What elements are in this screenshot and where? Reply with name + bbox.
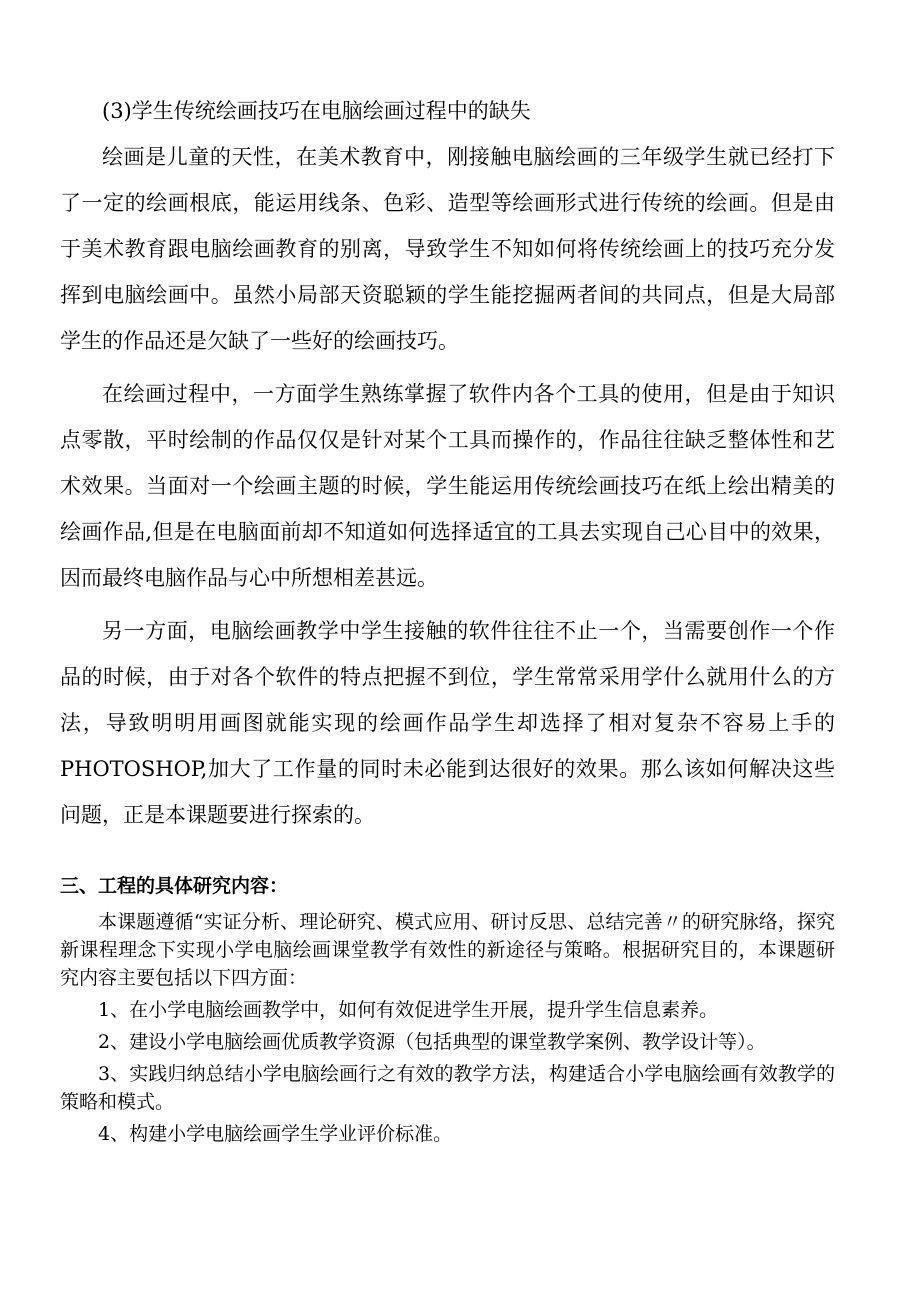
section-heading: 三、工程的具体研究内容： <box>60 875 289 897</box>
section-body-lower <box>60 908 835 1148</box>
list-item-2: 2、建设小学电脑绘画优质教学资源（包括典型的课堂教学案例、教学设计等）。 <box>98 1031 766 1053</box>
section-body-upper <box>60 88 835 838</box>
subheading: (3)学生传统绘画技巧在电脑绘画过程中的缺失 <box>102 99 531 123</box>
list-item-3: 3、实践归纳总结小学电脑绘画行之有效的教学方法，构建适合小学电脑绘画有效教学的策略和模式。 <box>60 1063 835 1113</box>
paragraph-1: 绘画是儿童的天性，在美术教育中，刚接触电脑绘画的三年级学生就已经打下了一定的绘画根底，能运用线条、色彩、造型等绘画形式进行传统的绘画。但是由于美术教育跟电脑绘画教育的别离，导致学生不知如何将传统绘画上的技巧充分发挥到电脑绘画中。虽然小局部天资聪颖的学生能挖掘两者间的共同点，但是大局部学生的作品还是欠缺了一些好的绘画技巧。 <box>60 145 835 353</box>
list-item-4: 4、构建小学电脑绘画学生学业评价标准。 <box>98 1123 453 1145</box>
list-item-1: 1、在小学电脑绘画教学中，如何有效促进学生开展，提升学生信息素养。 <box>98 999 719 1021</box>
paragraph-2: 在绘画过程中，一方面学生熟练掌握了软件内各个工具的使用，但是由于知识点零散，平时绘制的作品仅仅是针对某个工具而操作的，作品往往缺乏整体性和艺术效果。当面对一个绘画主题的时候，学生能运用传统绘画技巧在纸上绘出精美的绘画作品,但是在电脑面前却不知道如何选择适宜的工具去实现自己心目中的效果，因而最终电脑作品与心中所想相差甚远。 <box>60 382 835 590</box>
paragraph-3: 另一方面，电脑绘画教学中学生接触的软件往往不止一个，当需要创作一个作品的时候，由于对各个软件的特点把握不到位，学生常常采用学什么就用什么的方法，导致明明用画图就能实现的绘画作品学生却选择了相对复杂不容易上手的PHOTOSHOP,加大了工作量的同时未必能到达很好的效果。那么该如何解决这些问题，正是本课题要进行探索的。 <box>60 619 835 827</box>
section-intro: 本课题遵循“实证分析、理论研究、模式应用、研讨反思、总结完善〃的研究脉络，探究新课程理念下实现小学电脑绘画课堂教学有效性的新途径与策略。根据研究目的，本课题研究内容主要包括以下四方面： <box>60 911 835 989</box>
